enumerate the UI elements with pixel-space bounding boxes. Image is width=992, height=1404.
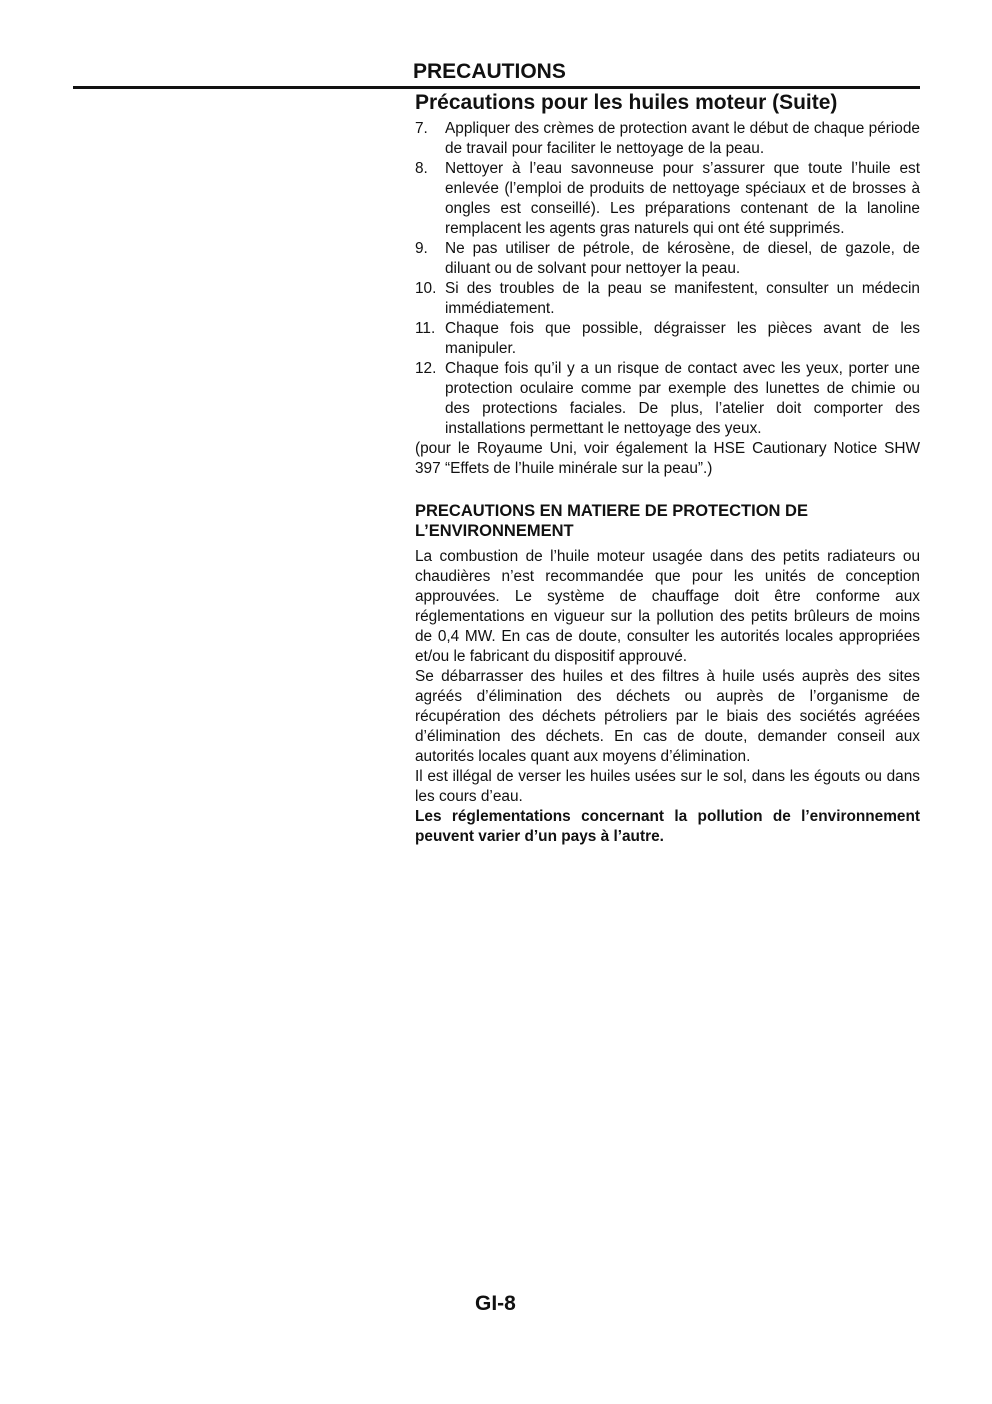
list-item-number: 11. bbox=[415, 320, 436, 337]
list-item bbox=[415, 239, 920, 279]
list-item bbox=[415, 119, 920, 159]
list-item-text: Chaque fois qu’il y a un risque de contact avec les yeux, porter une protection oculaire comme par exemple des lunettes de chimie ou des protections faciales. De plus, l’atelier doit comporter des installations permettant le nettoyage des yeux. bbox=[445, 360, 920, 437]
list-item-text: Nettoyer à l’eau savonneuse pour s’assurer que toute l’huile est enlevée (l’emploi de produits de nettoyage spéciaux et de brosses à ongles est conseillé). Les préparations contenant de la lanoline remplacent les agents gras naturels qui ont été supprimés. bbox=[445, 160, 920, 237]
environment-paragraph: Se débarrasser des huiles et des filtres à huile usés auprès des sites agréés d’élimination des déchets ou auprès de l’organisme de récupération des déchets pétroliers par le biais des sociétés agréées d’élimination des déchets. En cas de doute, demander conseil aux autorités locales quant aux moyens d’élimination. bbox=[415, 668, 920, 765]
list-item bbox=[415, 159, 920, 239]
list-item-number: 9. bbox=[415, 240, 428, 257]
list-item bbox=[415, 359, 920, 439]
section-title: Précautions pour les huiles moteur (Suite) bbox=[415, 91, 838, 114]
list-item-text: Chaque fois que possible, dégraisser les pièces avant de les manipuler. bbox=[445, 320, 920, 357]
header-rule bbox=[73, 86, 920, 89]
environment-warning: Les réglementations concernant la pollution de l’environnement peuvent varier d’un pays à l’autre. bbox=[415, 808, 920, 845]
uk-note: (pour le Royaume Uni, voir également la HSE Cautionary Notice SHW 397 “Effets de l’huile minérale sur la peau”.) bbox=[415, 440, 920, 477]
list-item bbox=[415, 279, 920, 319]
list-item-text: Si des troubles de la peau se manifestent, consulter un médecin immédiatement. bbox=[445, 280, 920, 317]
list-item-text: Appliquer des crèmes de protection avant le début de chaque période de travail pour faciliter le nettoyage de la peau. bbox=[445, 120, 920, 157]
content-column bbox=[415, 90, 920, 847]
list-item-number: 8. bbox=[415, 160, 428, 177]
environment-paragraph: Il est illégal de verser les huiles usées sur le sol, dans les égouts ou dans les cours d’eau. bbox=[415, 768, 920, 805]
list-item-text: Ne pas utiliser de pétrole, de kérosène, de diesel, de gazole, de diluant ou de solvant pour nettoyer la peau. bbox=[445, 240, 920, 277]
page-header-title: PRECAUTIONS bbox=[413, 60, 566, 83]
page-number: GI-8 bbox=[475, 1292, 516, 1315]
environment-section-title: PRECAUTIONS EN MATIERE DE PROTECTION DE L’ENVIRONNEMENT bbox=[415, 502, 808, 540]
list-item bbox=[415, 319, 920, 359]
list-item-number: 12. bbox=[415, 360, 437, 377]
environment-paragraph: La combustion de l’huile moteur usagée dans des petits radiateurs ou chaudières n’est recommandée que pour les unités de conception approuvées. Le système de chauffage doit être conforme aux réglementations en vigueur sur la pollution des petits brûleurs de moins de 0,4 MW. En cas de doute, consulter les autorités locales appropriées et/ou le fabricant du dispositif approuvé. bbox=[415, 548, 920, 665]
precautions-list bbox=[415, 119, 920, 439]
list-item-number: 7. bbox=[415, 120, 428, 137]
list-item-number: 10. bbox=[415, 280, 437, 297]
